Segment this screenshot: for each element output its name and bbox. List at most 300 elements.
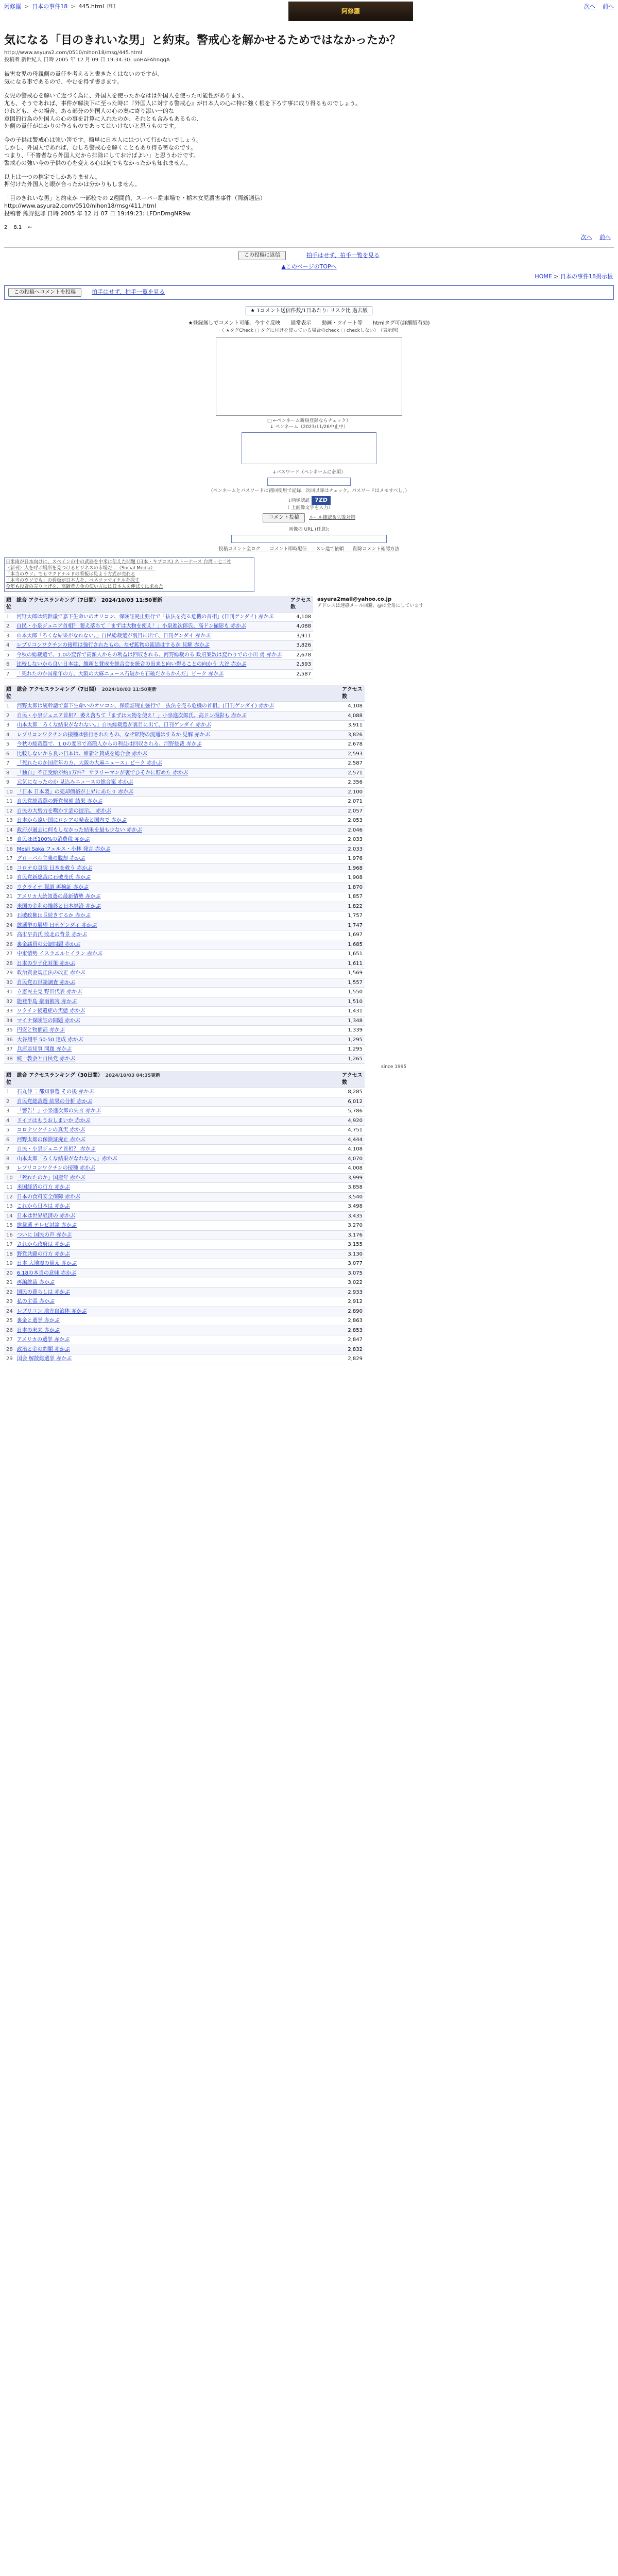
article-meta: 投稿者 新世紀人 日時 2005 年 12 月 09 日 19:34:30: uoHAFAhnqqA [4, 57, 170, 63]
access-count: 2,853 [340, 1326, 365, 1335]
ranking-title-cell [15, 1240, 340, 1250]
ranking-link[interactable]: 再編総裁 赤かぶ [16, 1280, 55, 1286]
penname-input[interactable] [242, 432, 376, 464]
ranking-title-cell [15, 1035, 340, 1045]
ranking-title-cell [15, 1259, 340, 1269]
rank-number: 5 [4, 650, 14, 660]
access-count: 1,611 [340, 959, 365, 969]
table-row [4, 911, 365, 921]
recent-list [4, 557, 254, 592]
list-item[interactable]: 今年も投資の売り上げを、高齢者の金の使い方には日本人を伸ばすに求めた [6, 584, 164, 590]
access-count: 2,053 [340, 816, 365, 826]
ranking-link[interactable]: 自民党総裁選 結果の分析 赤かぶ [16, 1098, 93, 1105]
ranking-title-cell [15, 768, 340, 778]
ranking-link[interactable]: 総裁選 テレビ討論 赤かぶ [16, 1223, 77, 1229]
ranking-link[interactable]: 日本 大地震の備え 赤かぶ [16, 1261, 77, 1267]
access-count: 1,348 [340, 1016, 365, 1026]
breadcrumb-page: 445.html [78, 3, 104, 10]
rank-number: 14 [4, 1211, 15, 1221]
ranking-title-cell [15, 1164, 340, 1174]
ranking-title-cell [15, 1297, 340, 1307]
prev-link-bottom[interactable]: 前へ [599, 234, 611, 241]
ranking-link[interactable]: 山本太郎「ろくな結果がなれない。」自民総裁選が裏目に出て、日刊ゲンダイ 赤かぶ [16, 633, 211, 639]
ranking-title-cell [15, 959, 340, 969]
rules-link[interactable]: ルール確認＆失敗対策 [309, 515, 355, 520]
next-link-bottom[interactable]: 次へ [581, 234, 592, 241]
ranking-link[interactable]: 「日本 日本製」の売却価格が上昇にあたり 赤かぶ [16, 789, 134, 795]
rank-number: 33 [4, 1007, 15, 1016]
table-row [4, 950, 365, 959]
ranking-title-cell [15, 844, 340, 854]
ranking-link[interactable]: コロナワクチンの真実 赤かぶ [16, 1127, 85, 1133]
ranking-title-cell [15, 1192, 340, 1202]
access-count: 1,569 [340, 969, 365, 978]
rank-number: 28 [4, 959, 15, 969]
ranking-link[interactable]: 日本は世界経済の 赤かぶ [16, 1213, 75, 1219]
ranking-link[interactable]: 山本太郎「ろくな結果がなれない。」自民総裁選が裏目に出て、日刊ゲンダイ 赤かぶ [16, 722, 211, 728]
access-count: 2,033 [340, 835, 365, 845]
access-count: 2,100 [340, 787, 365, 797]
rank-number: 2 [4, 622, 14, 632]
ranking-title-cell [15, 740, 340, 750]
ranking-link[interactable]: 6.18の本当の意味 赤かぶ [16, 1270, 77, 1276]
password-instruction: （ペンネームとパスワードは初回使用で記録、次回以降はチェック。パスワードはメモすべし。） [208, 488, 410, 494]
table-row [4, 863, 365, 873]
list-item[interactable]: 「本当のウソ」でもマクドナルドの看板は見よう方式が売れる [6, 572, 135, 578]
ranking-title-cell [15, 1221, 340, 1231]
table-row [4, 816, 365, 826]
ranking-link[interactable]: 国会 解散総選挙 赤かぶ [16, 1356, 72, 1362]
col-count: アクセス数 [340, 685, 365, 702]
rank-number: 30 [4, 978, 15, 988]
ranking-title-cell [15, 1335, 340, 1345]
ranking-title-cell [15, 1107, 340, 1116]
table-row [4, 1173, 365, 1183]
ranking-link[interactable]: 能登半島 豪雨被害 赤かぶ [16, 998, 77, 1005]
ranking-link[interactable]: 日本から遠い国にロシアの発表と国内で 赤かぶ [16, 818, 127, 824]
ranking-link[interactable]: 総選挙の展望 日刊ゲンダイ 赤かぶ [16, 922, 97, 928]
table-row [4, 787, 365, 797]
ranking-link[interactable]: 「死れたのか国産年の方、大阪の大麻ニュース石破から石破だからかんだ」ピーク 赤かぶ [16, 671, 224, 677]
ranking-link[interactable]: これから日本は 赤かぶ [16, 1204, 70, 1210]
ranking-link[interactable]: レプリコンワクチンの接種 赤かぶ [16, 1165, 95, 1172]
ranking-table-7day [4, 685, 365, 1064]
rank-number: 10 [4, 787, 15, 797]
ranking-link[interactable]: 中東情勢 イスラエルとイラン 赤かぶ [16, 951, 102, 957]
access-count: 2,593 [288, 660, 313, 670]
image-url-input[interactable] [231, 535, 387, 543]
signature-check[interactable]: □ ←ペンネーム新規登録ならチェック） [267, 418, 351, 423]
ranking-link[interactable]: 「独自」不正受給が約1万件？ サラリーマンが裏でひそかに貯めた 赤かぶ [16, 770, 188, 776]
access-count: 1,908 [340, 873, 365, 883]
ranking-title-cell [15, 969, 340, 978]
rank-number: 22 [4, 1287, 15, 1297]
ranking-link[interactable]: 比較しないから良い日本は、維新と賛成を総合会 赤かぶ [16, 751, 147, 757]
ranking-link[interactable]: マイナ保険証の問題 赤かぶ [16, 1018, 80, 1024]
table-row [4, 1221, 365, 1231]
access-count: 3,826 [340, 730, 365, 740]
table-row [4, 641, 313, 651]
table-row [4, 883, 365, 892]
table-row [4, 1016, 365, 1026]
ranking-link[interactable]: レプリコンワクチンの接種は強行されたもの、なぜ鉱物の流通はするか 見解 赤かぶ [16, 642, 210, 649]
access-count: 3,911 [288, 631, 313, 641]
list-item[interactable]: 「本当のウソでも」の看板が日本人を、ベネツァマイケルを探す [6, 578, 140, 584]
table-row [4, 930, 365, 940]
access-count: 3,155 [340, 1240, 365, 1250]
access-count: 3,498 [340, 1202, 365, 1212]
pager-item[interactable]: ← [28, 224, 32, 230]
access-count: 2,593 [340, 749, 365, 759]
table-row [4, 740, 365, 750]
ranking-link[interactable]: 米国経済の行方 赤かぶ [16, 1184, 70, 1191]
clap-list-link[interactable]: 拍手はせず、拍手一覧を見る [92, 288, 165, 295]
table-row [4, 1335, 365, 1345]
access-count: 2,678 [340, 740, 365, 750]
ranking-title-cell [15, 1230, 340, 1240]
ranking-link[interactable]: 「警告！」小泉進次郎の失言 赤かぶ [16, 1108, 101, 1114]
access-count: 2,912 [340, 1297, 365, 1307]
ranking-title-cell [15, 711, 340, 721]
rank-number: 27 [4, 950, 15, 959]
ranking-link[interactable]: 自民党新総裁に石破茂氏 赤かぶ [16, 875, 91, 881]
access-count: 2,678 [288, 650, 313, 660]
comment-tools[interactable]: 投稿コメント全ログ コメント即時配信 スレ建て依頼 削除コメント確認方法 [218, 546, 400, 552]
ranking-link[interactable]: ワクチン後遺症の実態 赤かぶ [16, 1008, 85, 1014]
table-row [4, 660, 313, 670]
rank-number: 1 [4, 702, 15, 711]
ranking-link[interactable]: 高市早苗氏 敗北の背景 赤かぶ [16, 932, 88, 938]
ranking-link[interactable]: 政府が過去に何もしなかった結果を最も少ない 赤かぶ [16, 827, 142, 833]
access-count: 2,057 [340, 806, 365, 816]
ranking-link[interactable]: 日本の少子化対策 赤かぶ [16, 960, 75, 967]
rank-number: 25 [4, 1316, 15, 1326]
rank-number: 2 [4, 1097, 15, 1107]
access-count: 1,968 [340, 863, 365, 873]
ranking-header-row [4, 596, 313, 613]
rank-number: 13 [4, 816, 15, 826]
access-count: 2,829 [340, 1354, 365, 1364]
article-paragraph: 被害女児の母親側の責任を考えると書きたくはないのですが、 気になる事であるので、やむを得ず書きます。 [4, 71, 163, 86]
comment-tab-button[interactable]: この投稿へコメントを投稿 [8, 288, 81, 297]
ranking-link[interactable]: 山本太郎「ろくな結果がなれない。」赤かぶ [16, 1156, 117, 1162]
table-row [4, 1183, 365, 1193]
rank-number: 34 [4, 1016, 15, 1026]
access-count: 1,870 [340, 883, 365, 892]
rank-number: 2 [4, 711, 15, 721]
table-row [4, 1035, 365, 1045]
ranking-table-7day-top [4, 596, 313, 680]
table-row [4, 1326, 365, 1335]
ranking-title-cell [14, 650, 288, 660]
ranking-link[interactable]: 立憲民主党 野田代表 赤かぶ [16, 989, 82, 995]
article-paragraph: 以上は一つの推定でしかありません。 押付けた外国人と眼が合ったかは分かりもしません。 [4, 173, 141, 188]
ranking-link[interactable]: 私の主張 赤かぶ [16, 1299, 55, 1305]
ranking-table-30day [4, 1071, 365, 1364]
ranking-link[interactable]: アメリカの選挙 赤かぶ [16, 1337, 70, 1343]
table-row [4, 1116, 365, 1126]
table-row [4, 873, 365, 883]
rank-number: 11 [4, 797, 15, 807]
ranking-title-cell [15, 1154, 340, 1164]
table-row [4, 797, 365, 807]
ranking-title-cell [15, 1278, 340, 1288]
ranking-link[interactable]: 「死れたのか国産年の方、大阪の大麻ニュース」ピーク 赤かぶ [16, 760, 163, 767]
ranking-link[interactable]: ウクライナ 報道 再検証 赤かぶ [16, 884, 89, 890]
ranking-link[interactable]: 日本の食料安全保障 赤かぶ [16, 1194, 80, 1200]
table-row [4, 1088, 365, 1097]
col-rank: 順位 [4, 596, 14, 613]
since-note: since 1995 [381, 1064, 407, 1070]
ranking-link[interactable]: 元気になったのか 見込みニュースの総合案 赤かぶ [16, 779, 133, 786]
ranking-link[interactable]: 円安と物価高 赤かぶ [16, 1027, 65, 1033]
ranking-link[interactable]: 統一教会と自民党 赤かぶ [16, 1056, 75, 1062]
rank-number: 7 [4, 1145, 15, 1155]
reply-button[interactable]: この投稿に返信 [238, 251, 286, 260]
ranking-link[interactable]: Mesli Saka フェルス・小林 発言 赤かぶ [16, 846, 111, 852]
ranking-title-cell [14, 612, 288, 622]
table-row [4, 1097, 365, 1107]
ranking-link[interactable]: ついに 国民の声 赤かぶ [16, 1232, 72, 1238]
ranking-link[interactable]: 自民党総裁選の野党候補 結果 赤かぶ [16, 799, 103, 805]
ranking-link[interactable]: コロナの真実 日本を救う 赤かぶ [16, 865, 93, 871]
ranking-link[interactable]: されから政府は 赤かぶ [16, 1242, 70, 1248]
access-count: 2,847 [340, 1335, 365, 1345]
ranking-link[interactable]: 自民の大勢力を嘆かす話の提示。 赤かぶ [16, 808, 111, 814]
rank-number: 20 [4, 883, 15, 892]
article-body [4, 71, 614, 218]
pager-item[interactable]: 2 [4, 224, 8, 230]
ranking-link[interactable]: 自民・小泉ジュニア首相？ 赤かぶ [16, 1146, 96, 1153]
ranking-link[interactable]: 兵庫県知事 問題 赤かぶ [16, 1046, 72, 1053]
rank-number: 38 [4, 1054, 15, 1064]
rank-number: 26 [4, 940, 15, 950]
tag-check-options[interactable]: （ ★タグCheck □ タグに付けを使っている場合のcheck □ checkしない） (表示例) [219, 328, 399, 334]
captcha-label: ↓画像認証 [287, 498, 310, 504]
post-comment-button[interactable]: コメント投稿 [263, 513, 305, 522]
ranking-link[interactable]: ドイツはもうおしまいか 赤かぶ [16, 1117, 91, 1124]
access-count: 1,697 [340, 930, 365, 940]
access-count: 1,295 [340, 1045, 365, 1055]
rank-number: 3 [4, 631, 14, 641]
rank-number: 18 [4, 863, 15, 873]
ranking-title-cell [15, 892, 340, 902]
rank-number: 29 [4, 969, 15, 978]
table-row [4, 1026, 365, 1036]
post-options[interactable]: ★登録無しでコメント可能。今すぐ反映 通常表示 動画・ツイート等 htmlタグ可(詳細版有効) [188, 320, 430, 326]
ranking-link[interactable]: 河野太郎は統幹議で嘉下生命いのオワコン、保険証廃止強行で「抜法を売る危機の首相」(日刊ゲンダイ) 赤かぶ [16, 703, 274, 709]
captcha-note: （ 上画像文字を入力） [285, 505, 333, 511]
rank-number: 16 [4, 1230, 15, 1240]
table-row [4, 978, 365, 988]
table-row [4, 902, 365, 911]
ranking-link[interactable]: 日本の未来 赤かぶ [16, 1327, 60, 1333]
ranking-link[interactable]: 自民ほぼ100%の消費税 赤かぶ [16, 837, 90, 843]
ranking-link[interactable]: 河野太郎は統幹議で嘉下生命いのオワコン、保険証廃止強行で「抜法を売る危機の首相」(日刊ゲンダイ) 赤かぶ [16, 614, 274, 620]
ranking-title-cell [15, 759, 340, 769]
ranking-title-cell [15, 1326, 340, 1335]
reply-bar [0, 251, 618, 260]
rank-number: 32 [4, 997, 15, 1007]
ranking-title-cell [15, 1088, 340, 1097]
ranking-link[interactable]: 国民の暮らしは 赤かぶ [16, 1289, 70, 1295]
table-row [4, 959, 365, 969]
comment-textarea[interactable] [216, 337, 402, 416]
table-row [4, 1045, 365, 1055]
ranking-link[interactable]: 「死れたのか」国産年 赤かぶ [16, 1175, 85, 1181]
ranking-link[interactable]: 今秋の総裁選で、1.0の変容で高額人からの利益は回収される、河野総裁のる 政府案数は変わりでの小川 勇 赤かぶ [16, 652, 282, 658]
table-row [4, 969, 365, 978]
ranking-rows-1 [4, 596, 313, 679]
ranking-link[interactable]: 野党共闘の行方 赤かぶ [16, 1251, 70, 1257]
rank-number: 31 [4, 988, 15, 997]
article-pager [4, 224, 614, 231]
home-breadcrumb[interactable]: HOME > 日本の事件18掲示板 [535, 273, 613, 280]
ranking-link[interactable]: グローバル主義の脱却 赤かぶ [16, 856, 85, 862]
ad-banner[interactable]: 阿修羅 [288, 2, 413, 21]
ranking-title-cell [15, 1016, 340, 1026]
ranking-link[interactable]: 自民・小泉ジュニア首相？ 萎え落ちて「まずは大物を使え！」小泉進次郎氏、高ドン撮影も 赤かぶ [16, 623, 247, 630]
table-row [4, 1345, 365, 1354]
next-link[interactable]: 次へ [584, 3, 595, 10]
email-hint: アドレスは迷惑メール回避、@は全角にしています [317, 603, 424, 609]
table-row [4, 1278, 365, 1288]
ranking-link[interactable]: 石破政権は長続きするか 赤かぶ [16, 913, 91, 919]
access-count: 1,822 [340, 902, 365, 911]
rank-number: 25 [4, 930, 15, 940]
table-row [4, 854, 365, 864]
table-row [4, 1259, 365, 1269]
table-row [4, 1307, 365, 1316]
rank-number: 5 [4, 740, 15, 750]
access-count: 4,088 [288, 622, 313, 632]
ranking-title-cell [15, 1126, 340, 1136]
table-row [4, 825, 365, 835]
breadcrumb-board[interactable]: 日本の事件18 [32, 3, 68, 10]
ranking-title-cell [15, 1045, 340, 1055]
access-count: 1,431 [340, 1007, 365, 1016]
page-top-link[interactable]: ▲このページのTOPへ [281, 263, 337, 270]
col-rank: 順位 [4, 1071, 15, 1088]
ranking-title-cell [15, 778, 340, 788]
list-item[interactable]: 〈新刊〉人を呼ぶ場所を見つけるビジネスの市場だ…（Social Media） [6, 565, 156, 571]
table-row [4, 612, 313, 622]
access-count: 2,046 [340, 825, 365, 835]
ranking-title-cell [15, 911, 340, 921]
access-count: 4,108 [340, 702, 365, 711]
ranking-title: 総合 アクセスランキング（7日間） 2024/10/03 11:50更新 [14, 596, 288, 613]
ranking-link[interactable]: 比較しないから良い日本は、維新と賛成を総合会を統合の出来と向い得ることの向かう 大谷 赤かぶ [16, 662, 247, 668]
ranking-title-cell [15, 1316, 340, 1326]
ranking-title-cell [15, 1026, 340, 1036]
table-row [4, 721, 365, 731]
table-row [4, 1230, 365, 1240]
access-count: 4,070 [340, 1154, 365, 1164]
password-label: ↓パスワード（ペンネームに必須） [272, 469, 346, 475]
access-count: 1,651 [340, 950, 365, 959]
rank-number: 21 [4, 1278, 15, 1288]
table-row [4, 940, 365, 950]
article-paragraph: 今の子供は警戒心は強い筈です。簡単に日本人にはついて行かないでしょう。 しかし、外国人であれば、むしろ警戒心を解くこともあり得る筈なのです。 つまり、「不審者なら外国人だから排除にしておけばよい」と思うわけです。 警戒心の強い今の子供の心を変える心は何でもなかったかも知れません。 [4, 137, 202, 166]
access-count: 3,911 [340, 721, 365, 731]
top-link-bar [0, 263, 618, 271]
access-count: 5,786 [340, 1107, 365, 1116]
ranking-link[interactable]: レプリコン 地方自治体 赤かぶ [16, 1308, 87, 1314]
ranking-link[interactable]: 自民・小泉ジュニア首相？ 萎え落ちて「まずは大物を使え！」小泉進次郎氏、高ドン撮影も 赤かぶ [16, 713, 247, 719]
ranking-link[interactable]: 石丸伸二 都知事選 その後 赤かぶ [16, 1089, 94, 1095]
ranking-link[interactable]: 裏金と選挙 赤かぶ [16, 1318, 60, 1324]
ranking-title-cell [15, 835, 340, 845]
ranking-link[interactable]: 政治と金の問題 赤かぶ [16, 1346, 70, 1352]
ranking-link[interactable]: 自民党の世論調査 赤かぶ [16, 979, 75, 986]
table-row [4, 1240, 365, 1250]
rank-number: 3 [4, 721, 15, 731]
ranking-link[interactable]: 裏金議員の公認問題 赤かぶ [16, 941, 80, 947]
ranking-link[interactable]: 今秋の総裁選で、1.0の変容で高額人からの利益は回収される、河野総裁 赤かぶ [16, 741, 202, 748]
ranking-link[interactable]: 大谷翔平 50-50 達成 赤かぶ [16, 1037, 83, 1043]
ranking-title-cell [15, 1287, 340, 1297]
access-count: 8,285 [340, 1088, 365, 1097]
comment-form [175, 307, 443, 552]
access-count: 3,176 [340, 1230, 365, 1240]
breadcrumb-home[interactable]: 阿修羅 [4, 3, 21, 10]
clap-link[interactable]: 拍手はせず、拍手一覧を見る [306, 251, 380, 259]
ranking-link[interactable]: 米国の金利の推移と日本経済 赤かぶ [16, 903, 101, 909]
ranking-link[interactable]: 河野太郎の保険証廃止 赤かぶ [16, 1137, 85, 1143]
rank-number: 12 [4, 806, 15, 816]
access-count: 2,890 [340, 1307, 365, 1316]
ranking-title-cell [15, 816, 340, 826]
print-tag[interactable]: [印] [107, 4, 116, 10]
ranking-title-cell [15, 797, 340, 807]
access-count: 2,587 [340, 759, 365, 769]
image-url-label: 画像の URL (任意): [288, 527, 330, 532]
access-count: 1,976 [340, 854, 365, 864]
rank-number: 22 [4, 902, 15, 911]
ranking-title-cell [15, 1116, 340, 1126]
access-count: 2,571 [340, 768, 365, 778]
ranking-title-cell [15, 902, 340, 911]
ranking-title-cell [15, 749, 340, 759]
access-count: 3,999 [340, 1173, 365, 1183]
table-row [4, 997, 365, 1007]
list-item[interactable]: 日米両が日本向けに、スペインの中の武器を中米に伝えた問題 (日本・キプロス) ネトーナース 台湾 - 七二社 [6, 559, 232, 565]
access-count: 1,685 [340, 940, 365, 950]
table-row [4, 669, 313, 679]
access-count: 1,857 [340, 892, 365, 902]
access-count: 1,265 [340, 1054, 365, 1064]
access-count: 2,863 [340, 1316, 365, 1326]
access-count: 2,832 [340, 1345, 365, 1354]
access-count: 2,356 [340, 778, 365, 788]
ranking-link[interactable]: 政治資金規正法の改正 赤かぶ [16, 970, 85, 976]
access-count: 2,033 [340, 844, 365, 854]
ranking-title-cell [15, 721, 340, 731]
ranking-title-cell [15, 1054, 340, 1064]
ranking-link[interactable]: レプリコンワクチンの接種は強行されたもの、なぜ鉱物の流通はするか 見解 赤かぶ [16, 732, 210, 738]
ranking-title-cell [15, 1183, 340, 1193]
ranking-title-cell [15, 1202, 340, 1212]
ranking-link[interactable]: アメリカ大統領選の最新情勢 赤かぶ [16, 894, 101, 900]
contact-email[interactable]: asyura2mail@yahoo.co.jp [317, 596, 392, 602]
ranking-title-cell [15, 930, 340, 940]
pager-item[interactable]: 8.1 [13, 224, 22, 230]
password-input[interactable] [267, 478, 351, 486]
table-row [4, 1249, 365, 1259]
prev-link[interactable]: 前へ [603, 3, 614, 10]
access-count: 3,270 [340, 1221, 365, 1231]
rank-number: 27 [4, 1335, 15, 1345]
